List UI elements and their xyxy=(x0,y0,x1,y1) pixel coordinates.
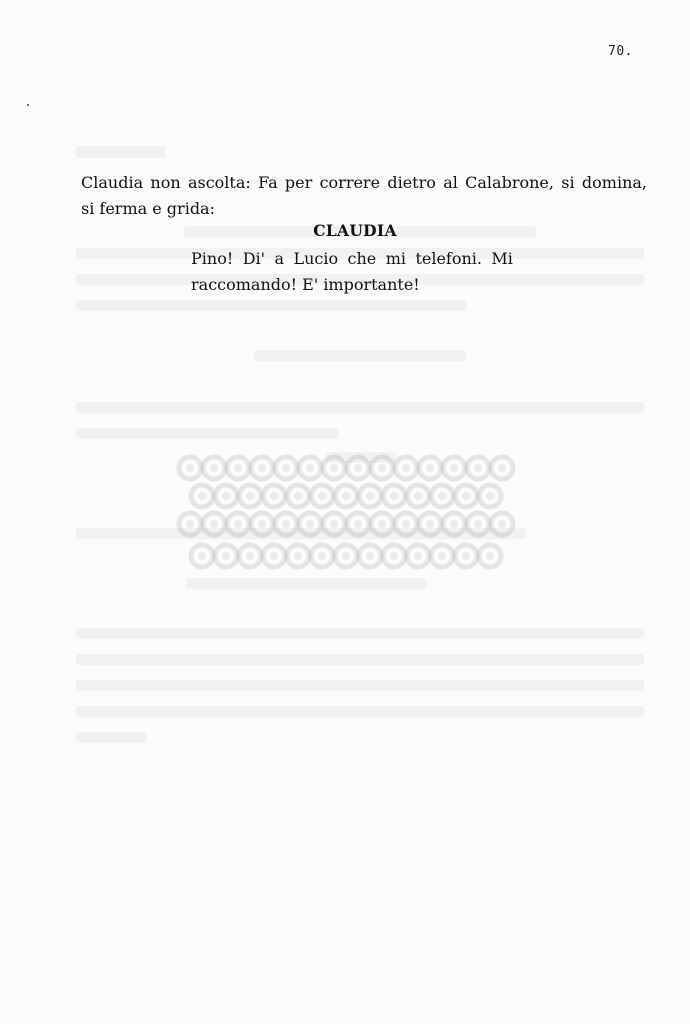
dialogue-word: a xyxy=(274,249,285,268)
speaker-name xyxy=(0,221,690,240)
dialogue-word: Mi xyxy=(491,249,513,268)
dialogue-line-1 xyxy=(191,246,513,272)
page-number: 70. xyxy=(608,44,633,59)
dialogue-word: Di' xyxy=(242,249,266,268)
dialogue-line-2: raccomando! E' importante! xyxy=(191,275,420,294)
dialogue-word: Lucio xyxy=(293,249,339,268)
dialogue-word: telefoni. xyxy=(415,249,482,268)
stage-direction-line-2: si ferma e grida: xyxy=(81,199,215,218)
stage-direction xyxy=(81,170,647,222)
watermark-stamp xyxy=(176,452,520,580)
dialogue-line xyxy=(191,246,513,298)
dialogue-word: che xyxy=(347,249,377,268)
ink-speck xyxy=(27,104,29,106)
stage-direction-line-1: Claudia non ascolta: Fa per correre dietro al Calabrone, si domina, xyxy=(81,173,647,192)
speaker-label: CLAUDIA xyxy=(313,221,397,240)
dialogue-word: mi xyxy=(385,249,406,268)
watermark-dots xyxy=(176,452,520,580)
dialogue-word: Pino! xyxy=(191,249,234,268)
